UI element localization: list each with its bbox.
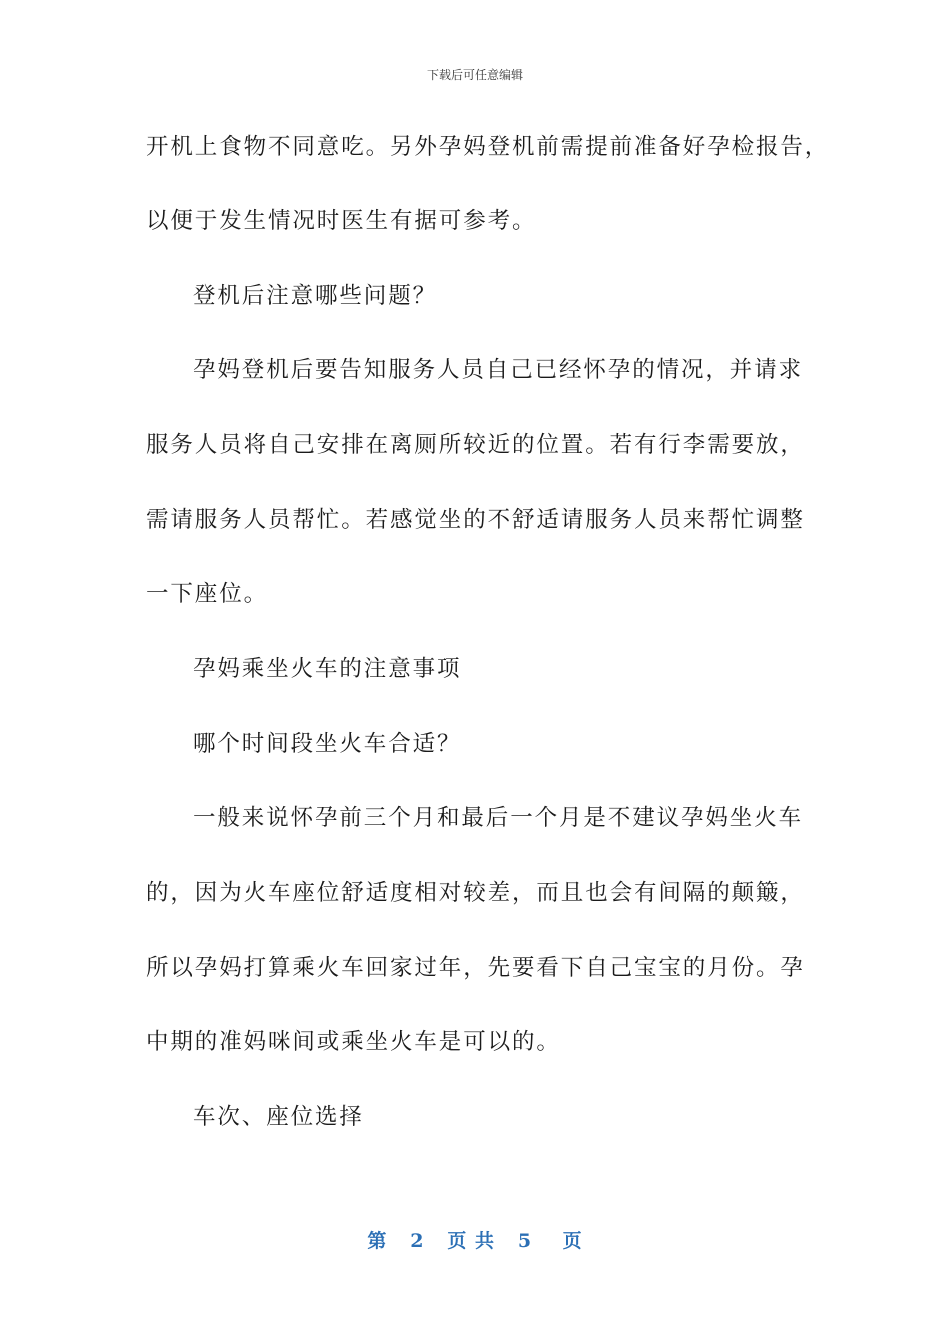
page-header: 下载后可任意编辑 xyxy=(426,68,523,82)
paragraph-line: 所以孕妈打算乘火车回家过年，先要看下自己宝宝的月份。孕 xyxy=(146,955,805,981)
paragraph-line: 的，因为火车座位舒适度相对较差，而且也会有间隔的颠簸， xyxy=(146,880,805,906)
paragraph-line: 需请服务人员帮忙。若感觉坐的不舒适请服务人员来帮忙调整 xyxy=(146,507,805,533)
section-question: 登机后注意哪些问题？ xyxy=(193,283,438,309)
footer-current-page: 2 xyxy=(410,1230,425,1252)
footer-page-suffix: 页 xyxy=(562,1230,583,1252)
section-question: 哪个时间段坐火车合适？ xyxy=(193,731,462,757)
paragraph-line: 开机上食物不同意吃。另外孕妈登机前需提前准备好孕检报告， xyxy=(146,134,830,160)
section-heading: 孕妈乘坐火车的注意事项 xyxy=(193,656,462,682)
page-footer xyxy=(0,1226,950,1253)
paragraph-line: 服务人员将自己安排在离厕所较近的位置。若有行李需要放， xyxy=(146,432,805,458)
paragraph-line: 以便于发生情况时医生有据可参考。 xyxy=(146,208,537,234)
paragraph-line: 一下座位。 xyxy=(146,581,269,607)
paragraph-line: 孕妈登机后要告知服务人员自己已经怀孕的情况，并请求 xyxy=(193,357,804,383)
footer-page-label: 第 xyxy=(367,1230,388,1252)
footer-total-label: 页 共 xyxy=(447,1230,495,1252)
footer-total-pages: 5 xyxy=(517,1230,533,1252)
section-heading: 车次、座位选择 xyxy=(193,1104,364,1130)
paragraph-line: 一般来说怀孕前三个月和最后一个月是不建议孕妈坐火车 xyxy=(193,805,804,831)
paragraph-line: 中期的准妈咪间或乘坐火车是可以的。 xyxy=(146,1029,561,1055)
